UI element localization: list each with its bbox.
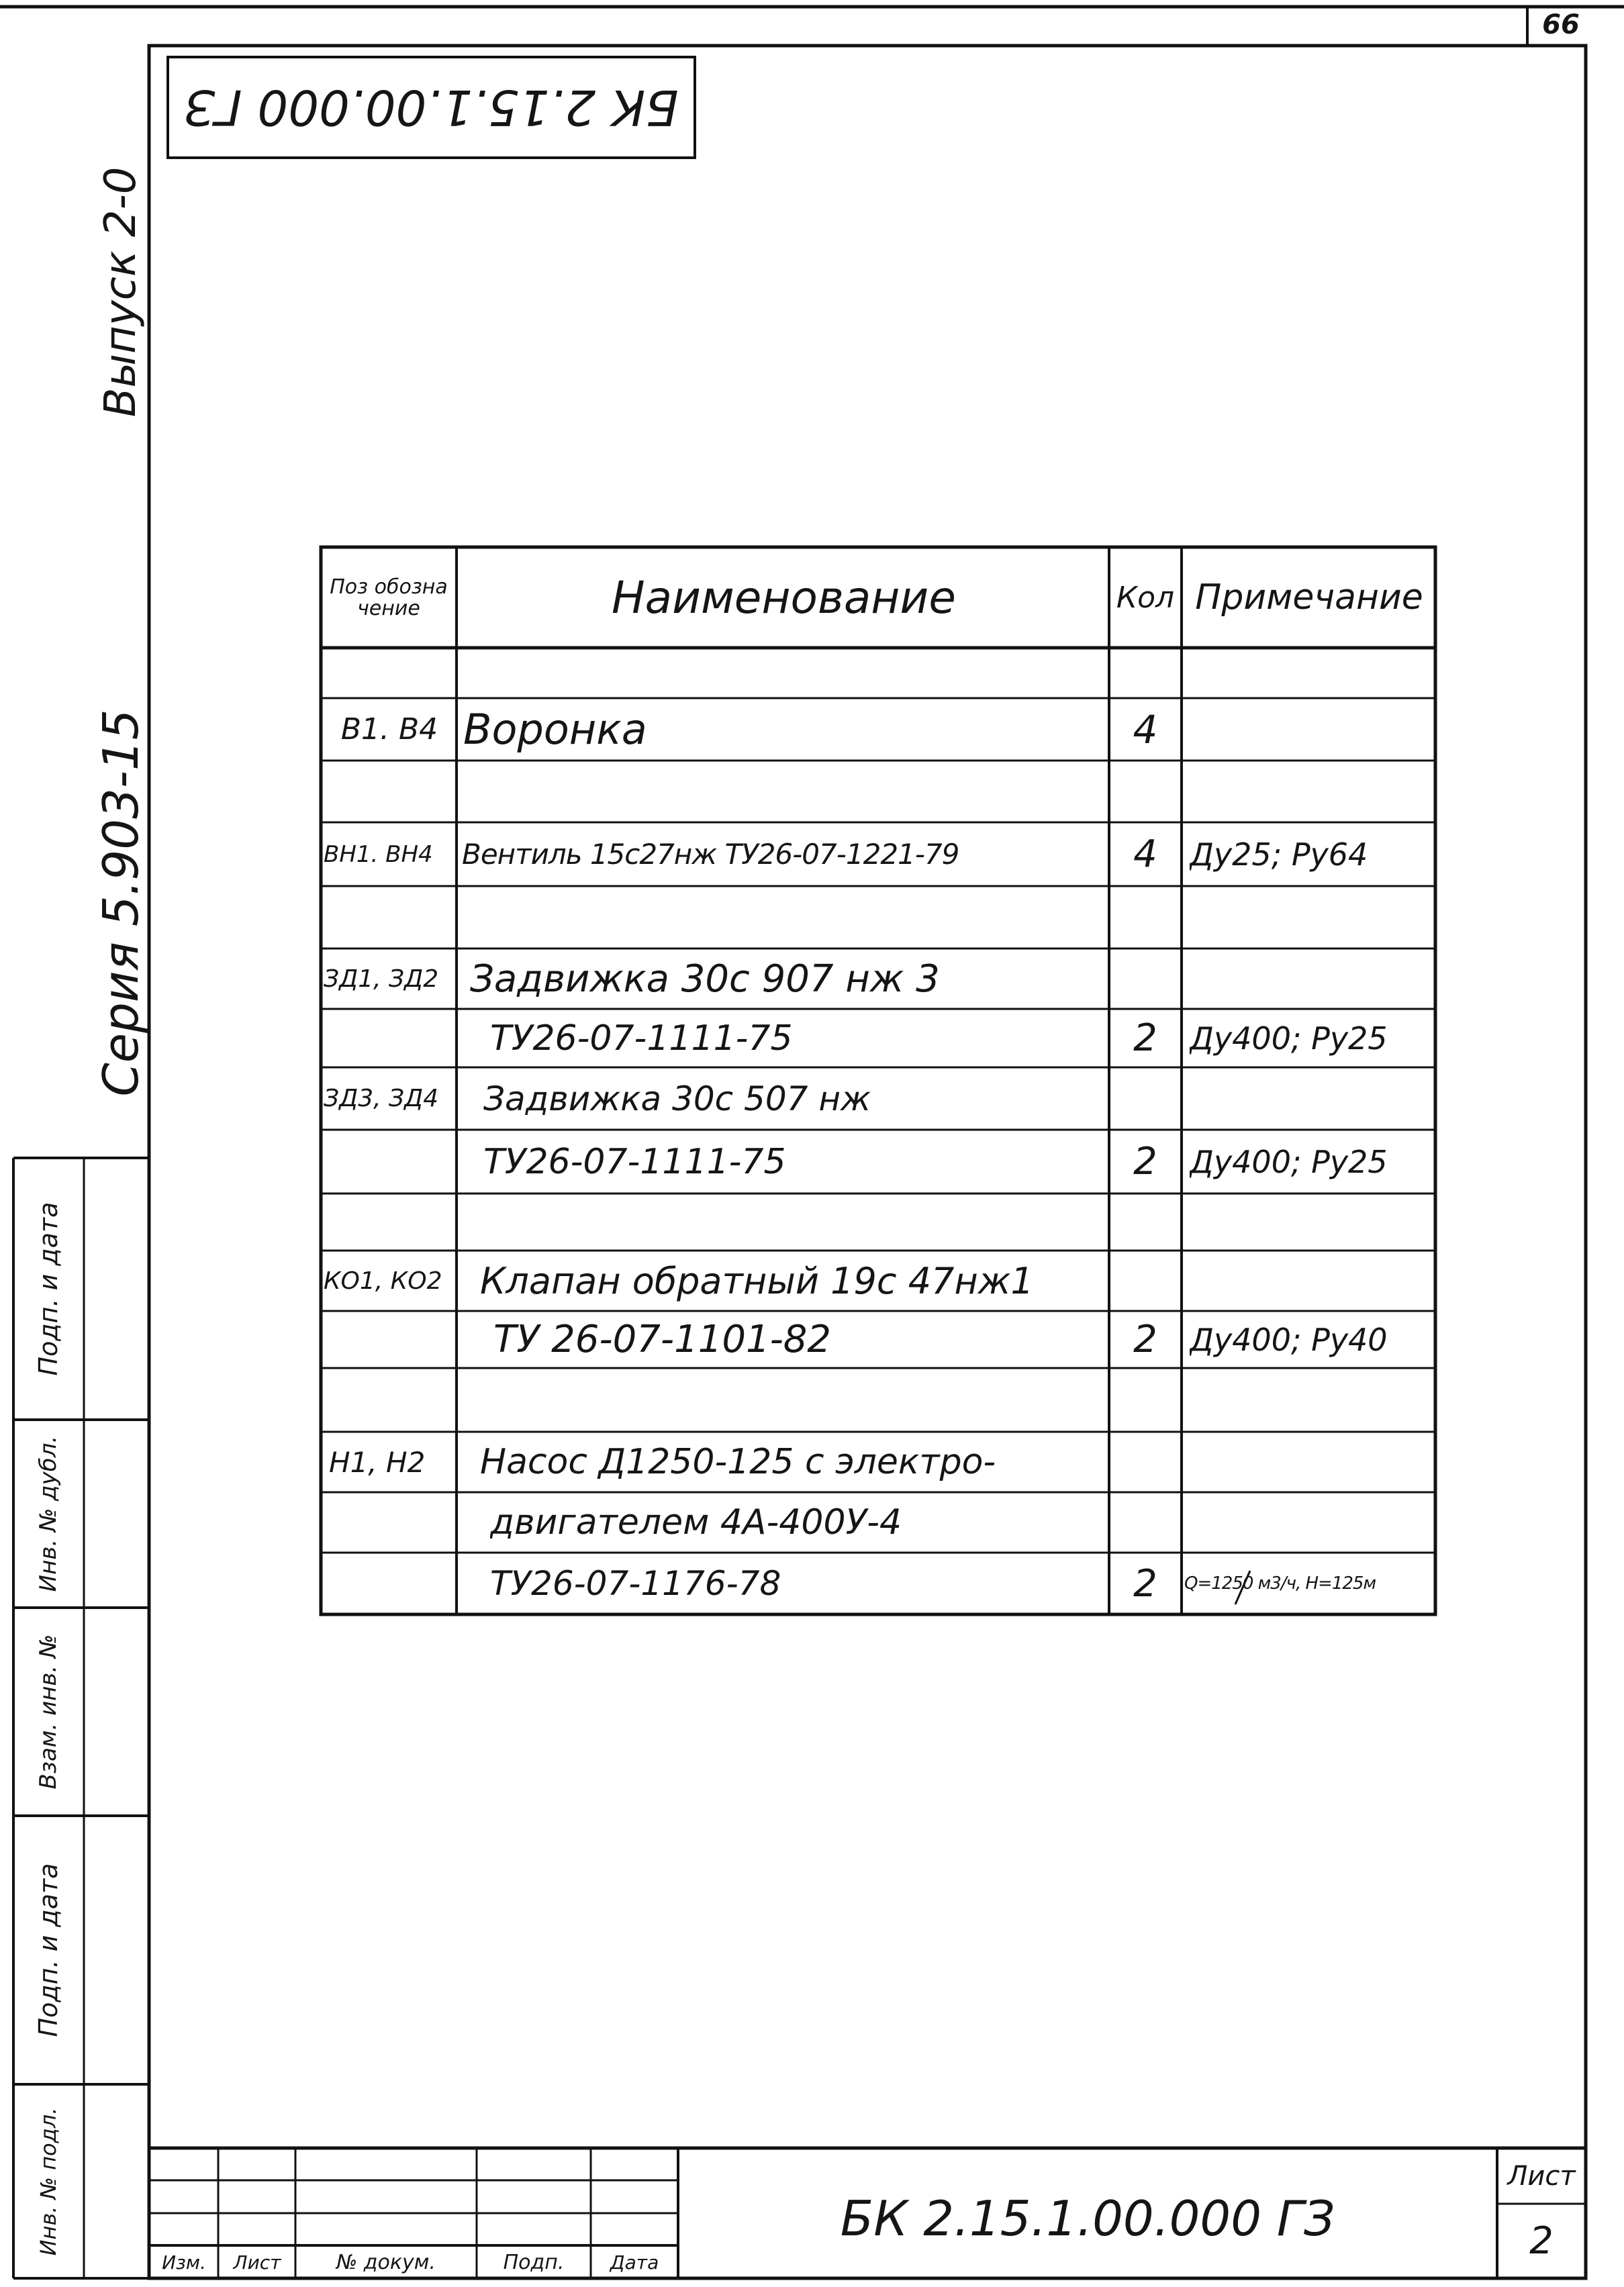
row-4-note (1186, 886, 1434, 948)
row-4-qty (1112, 886, 1179, 948)
row-2-pos (325, 761, 454, 822)
row-10-qty (1112, 1251, 1179, 1311)
row-1-name: Воронка (463, 705, 647, 754)
row-1-pos: В1. В4 (340, 712, 438, 746)
row-13-qty (1112, 1432, 1179, 1492)
title-sheet-number: 2 (1529, 2219, 1554, 2263)
row-11-pos (325, 1311, 454, 1368)
row-3-pos: ВН1. ВН4 (324, 840, 433, 868)
row-6-name: ТУ26-07-1111-75 (490, 1018, 793, 1059)
row-0-note (1186, 648, 1434, 698)
row-15-pos (325, 1553, 454, 1614)
row-13-note (1186, 1432, 1434, 1492)
row-9-pos (325, 1194, 454, 1251)
row-15-name: ТУ26-07-1176-78 (490, 1564, 781, 1603)
header-name: Наименование (612, 571, 956, 624)
stamp-field-replace-inv: Взам. инв. № (35, 1634, 62, 1790)
row-4-name (463, 886, 1106, 948)
row-0-name (463, 648, 1106, 698)
row-4-pos (325, 886, 454, 948)
issue-label: Выпуск 2-0 (96, 166, 146, 418)
row-13-name: Насос Д1250-125 с электро- (480, 1442, 996, 1482)
row-11-note: Ду400; Ру40 (1190, 1321, 1388, 1358)
title-col-doc-number: № докум. (336, 2250, 436, 2274)
row-15-note: Q=1250 м3/ч, H=125м (1184, 1573, 1376, 1594)
row-8-name: ТУ26-07-1111-75 (483, 1141, 786, 1182)
row-10-note (1186, 1251, 1434, 1311)
stamp-field-orig-inv: Инв. № подл. (36, 2107, 61, 2256)
row-1-qty: 4 (1133, 706, 1158, 752)
stamp-field-sign-date-2: Подп. и дата (34, 1863, 63, 2037)
title-col-signature: Подп. (503, 2250, 565, 2274)
title-col-change: Изм. (162, 2251, 206, 2274)
row-2-qty (1112, 761, 1179, 822)
row-12-pos (325, 1368, 454, 1432)
row-3-note: Ду25; Ру64 (1190, 836, 1368, 873)
title-sheet-label: Лист (1507, 2161, 1576, 2192)
row-5-note (1186, 948, 1434, 1009)
row-5-name: Задвижка 30с 907 нж 3 (470, 957, 940, 1001)
row-9-name (463, 1194, 1106, 1251)
row-7-name: Задвижка 30с 507 нж (483, 1079, 871, 1118)
row-14-pos (325, 1492, 454, 1553)
stamp-field-dup-inv: Инв. № дубл. (35, 1435, 62, 1592)
row-6-qty: 2 (1133, 1016, 1157, 1060)
row-6-pos (325, 1009, 454, 1067)
row-3-qty: 4 (1133, 832, 1157, 876)
top-stamp-code: БК 2.15.1.00.000 ГЗ (184, 79, 679, 136)
row-2-name (463, 761, 1106, 822)
row-8-pos (325, 1130, 454, 1194)
title-col-date: Дата (610, 2251, 659, 2274)
row-7-qty (1112, 1067, 1179, 1130)
title-doc-code: БК 2.15.1.00.000 ГЗ (840, 2190, 1335, 2247)
row-7-pos: ЗД3, ЗД4 (324, 1085, 439, 1112)
row-12-qty (1112, 1368, 1179, 1432)
header-note: Примечание (1195, 577, 1423, 618)
row-15-qty: 2 (1133, 1561, 1157, 1606)
row-9-qty (1112, 1194, 1179, 1251)
row-13-pos: Н1, Н2 (329, 1445, 426, 1479)
row-1-note (1186, 698, 1434, 761)
row-12-note (1186, 1368, 1434, 1432)
row-14-name: двигателем 4А-400У-4 (490, 1502, 902, 1543)
row-8-qty: 2 (1133, 1140, 1157, 1183)
row-14-note (1186, 1492, 1434, 1553)
header-qty: Кол (1116, 580, 1175, 615)
header-pos: Поз обозначение (330, 575, 448, 620)
row-9-note (1186, 1194, 1434, 1251)
row-14-qty (1112, 1492, 1179, 1553)
row-11-qty: 2 (1133, 1318, 1157, 1361)
row-3-name: Вентиль 15с27нж ТУ26-07-1221-79 (462, 838, 959, 871)
row-11-name: ТУ 26-07-1101-82 (493, 1318, 832, 1361)
row-2-note (1186, 761, 1434, 822)
stamp-field-sign-date-1: Подп. и дата (34, 1202, 63, 1376)
row-6-note: Ду400; Ру25 (1190, 1020, 1388, 1057)
row-0-pos (325, 648, 454, 698)
row-10-name: Клапан обратный 19с 47нж1 (480, 1259, 1034, 1302)
row-0-qty (1112, 648, 1179, 698)
row-12-name (463, 1368, 1106, 1432)
series-label: Серия 5.903-15 (93, 709, 149, 1097)
row-8-note: Ду400; Ру25 (1190, 1143, 1388, 1180)
page-number: 66 (1542, 9, 1580, 40)
row-7-note (1186, 1067, 1434, 1130)
row-10-pos: КО1, КО2 (324, 1267, 442, 1295)
title-col-sheet: Лист (233, 2251, 281, 2274)
row-5-qty (1112, 948, 1179, 1009)
row-5-pos: ЗД1, ЗД2 (324, 965, 439, 993)
